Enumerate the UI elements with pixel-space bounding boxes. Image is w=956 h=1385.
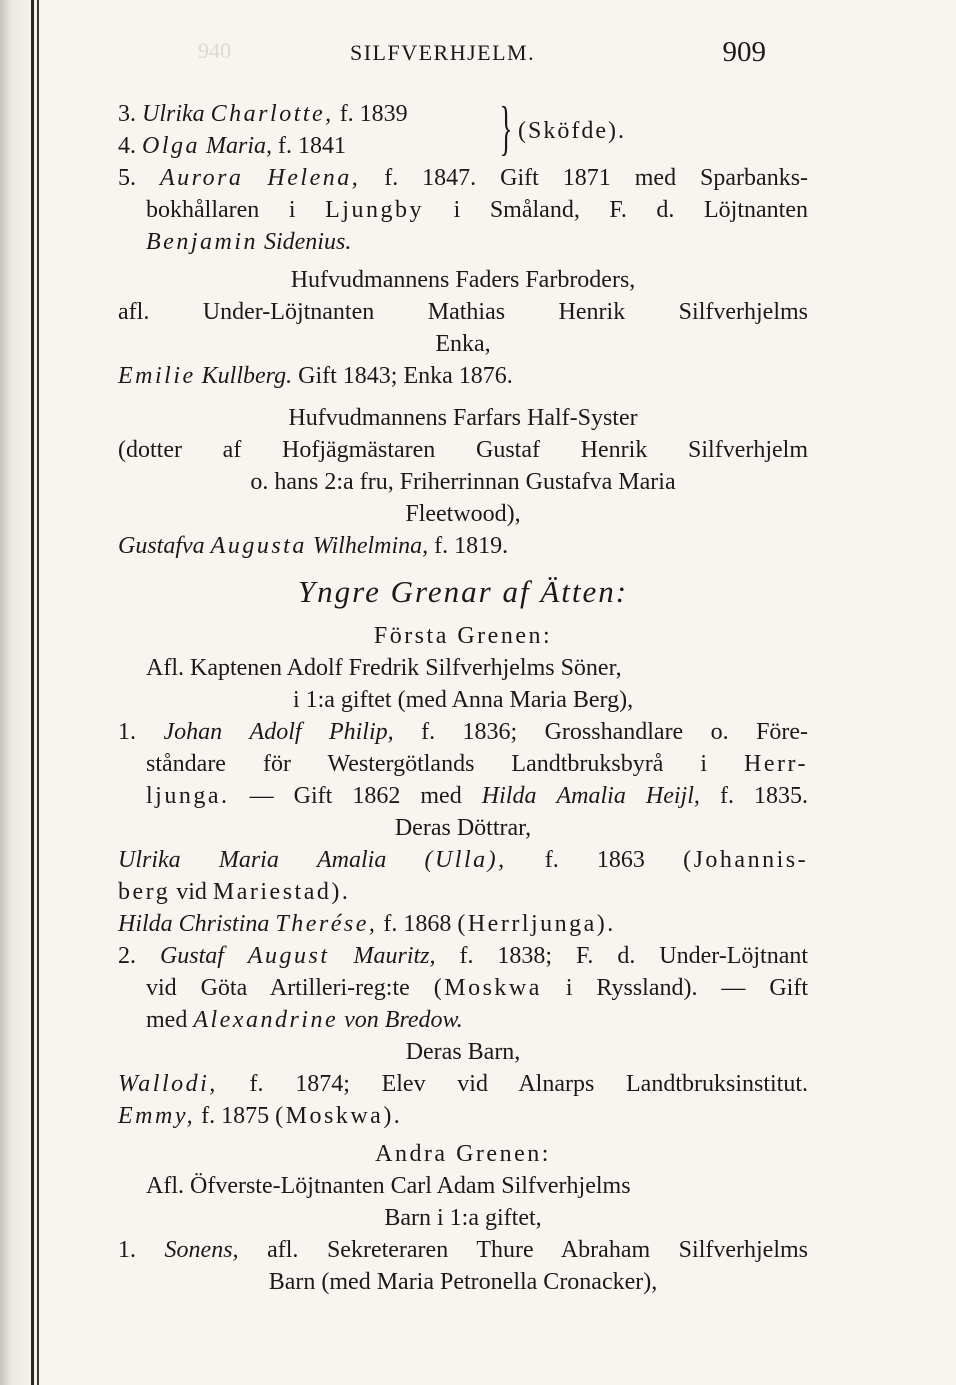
entry-text: Afl. Kaptenen Adolf Fredrik Silfverhjelms Söner, [146,655,622,681]
entry-text: med [146,1007,188,1033]
entry-number: 2. [118,943,136,969]
person-name: Emmy, [118,1103,196,1129]
page-number: 909 [722,36,766,68]
person-name: Kullberg. [201,363,293,389]
text-line-14 [118,530,808,562]
birth-year: f. 1868 [383,911,452,937]
entry-text: — Gift 1862 med [249,783,462,809]
text-line-29 [118,1068,808,1100]
entry-text: o. hans 2:a fru, Friherrinnan Gustafva Maria [250,469,676,495]
person-name: Sidenius. [263,229,352,255]
entry-number: 1. [118,719,136,745]
entry-text: afl. Sekreteraren Thure Abraham Silfverhjelms [267,1237,808,1263]
person-name: Wilhelmina, [312,533,429,559]
place-name: ljunga. [146,783,230,809]
entry-number: 4. [118,133,136,159]
person-name: Amalia [556,783,626,809]
text-line-11 [118,434,808,466]
text-line-7 [118,296,808,328]
text-line-21 [118,812,808,844]
branch-caption: Första Grenen: [373,623,553,649]
birth-year: f. 1835. [719,783,809,809]
show-through-number: 940 [198,38,231,63]
birth-year: f. 1819. [434,533,509,559]
person-name: Hilda [481,783,537,809]
binding-edge-line [31,0,34,1385]
person-name: Bredow. [384,1007,463,1033]
person-name: (Ulla), [424,847,507,873]
entry-text: (dotter af Hofjägmästaren Gustaf Henrik Silfverhjelm [118,437,808,463]
entry-text: i Småland, F. d. Löjtnanten [453,197,808,223]
section-caption: Hufvudmannens Farfars Half-Syster [288,405,638,431]
person-name: Sonens, [164,1237,239,1263]
section-caption: Enka, [435,331,491,357]
text-line-34 [118,1234,808,1266]
entry-text: vid Göta Artilleri-reg:te [146,975,410,1001]
person-name: Wallodi, [118,1071,218,1097]
place-note: (Sköfde). [518,118,626,144]
entry-text: Fleetwood), [405,501,521,527]
person-name: Charlotte, [210,101,334,127]
person-name: Olga [142,133,200,159]
person-name: Aurora [159,165,244,191]
place-name: berg [118,879,171,905]
entry-text: f. 1874; Elev vid Alnarps Landtbruksinstitut. [249,1071,809,1097]
place-name: Herr- [744,751,809,777]
entry-text: Gift 1843; Enka 1876. [298,363,513,389]
section-heading: Yngre Grenar af Ätten: [297,574,629,609]
text-line-31 [118,1138,808,1170]
text-line-26 [118,972,808,1004]
person-name: Johan [163,719,223,745]
entry-text: Afl. Öfverste-Löjtnanten Carl Adam Silfverhjelms [146,1173,631,1199]
text-line-17 [118,684,808,716]
brace-glyph: } [499,95,513,161]
entry-number: 1. [118,1237,136,1263]
entry-text: f. 1836; Grosshandlare o. Före- [421,719,809,745]
page-header [118,36,766,74]
person-name: Amalia [316,847,387,873]
place-name: Ljungby [325,197,424,223]
text-line-24 [118,908,808,940]
branch-caption: Andra Grenen: [375,1141,551,1167]
person-name: Gustaf [159,943,224,969]
place-name: (Johannis- [683,847,809,873]
person-name: Heijl, [645,783,700,809]
text-line-19 [118,748,808,780]
binding-edge-line-inner [37,0,39,1385]
person-name: August [247,943,330,969]
entry-number: 3. [118,101,136,127]
section-caption: Deras Barn, [405,1039,521,1065]
entry-text: vid [176,879,207,905]
text-line-16 [118,652,808,684]
person-name: von [344,1007,379,1033]
person-name: Maria [218,847,279,873]
person-name: Ulrika [142,101,205,127]
text-line-30 [118,1100,808,1132]
birth-year: f. 1841 [278,133,346,159]
birth-year: f. 1839 [339,101,408,127]
text-line-20 [118,780,808,812]
entry-text: Barn i 1:a giftet, [384,1205,542,1231]
person-name: Alexandrine [193,1007,339,1033]
section-caption: Deras Döttrar, [394,815,532,841]
person-name: Mauritz, [353,943,436,969]
text-line-25 [118,940,808,972]
text-line-32 [118,1170,808,1202]
text-line-13 [118,498,808,530]
entry-text: afl. Under-Löjtnanten Mathias Henrik Silfverhjelms [118,299,808,325]
entry-text: ståndare för Westergötlands Landtbruksbyrå i [146,751,708,777]
text-line-1 [118,98,498,130]
book-spine-shadow [0,0,40,1385]
text-line-6 [118,264,808,296]
entry-text: i 1:a giftet (med Anna Maria Berg), [292,687,634,713]
text-line-5 [118,226,808,258]
person-name: Philip, [328,719,394,745]
entry-text: f. 1838; F. d. Under-Löjtnant [459,943,809,969]
place-name: (Herrljunga). [457,911,616,937]
text-line-23 [118,876,808,908]
text-line-8 [118,328,808,360]
person-name: Benjamin [146,229,258,255]
text-line-10 [118,402,808,434]
entry-text: i Ryssland). — Gift [565,975,808,1001]
place-name: Mariestad). [212,879,351,905]
person-name: Gustafva [118,533,205,559]
text-line-12 [118,466,808,498]
text-line-28 [118,1036,808,1068]
text-line-27 [118,1004,808,1036]
person-name: Hilda [118,911,173,937]
person-name: Augusta [210,533,307,559]
person-name: Therése, [275,911,378,937]
birth-year: f. 1875 [201,1103,270,1129]
text-line-3 [118,162,808,194]
place-name: (Moskwa [433,975,542,1001]
person-name: Emilie [118,363,196,389]
entry-text: f. 1847. Gift 1871 med Sparbanks- [384,165,809,191]
text-line-4 [118,194,808,226]
text-line-18 [118,716,808,748]
text-line-33 [118,1202,808,1234]
section-caption: Hufvudmannens Faders Farbroders, [290,267,636,293]
entry-number: 5. [118,165,136,191]
entry-text: bokhållaren i [146,197,296,223]
person-name: Adolf [249,719,302,745]
person-name: Maria, [206,133,272,159]
entry-text: Barn (med Maria Petronella Cronacker), [268,1269,658,1295]
text-line-15 [118,620,808,652]
text-line-35 [118,1266,808,1298]
place-name: (Moskwa). [275,1103,403,1129]
birth-year: f. 1863 [544,847,645,873]
running-title: SILFVERHJELM. [350,40,536,65]
text-line-22 [118,844,808,876]
text-line-2 [118,130,498,162]
person-name: Christina [178,911,270,937]
person-name: Helena, [267,165,361,191]
person-name: Ulrika [118,847,181,873]
text-line-9 [118,360,808,392]
